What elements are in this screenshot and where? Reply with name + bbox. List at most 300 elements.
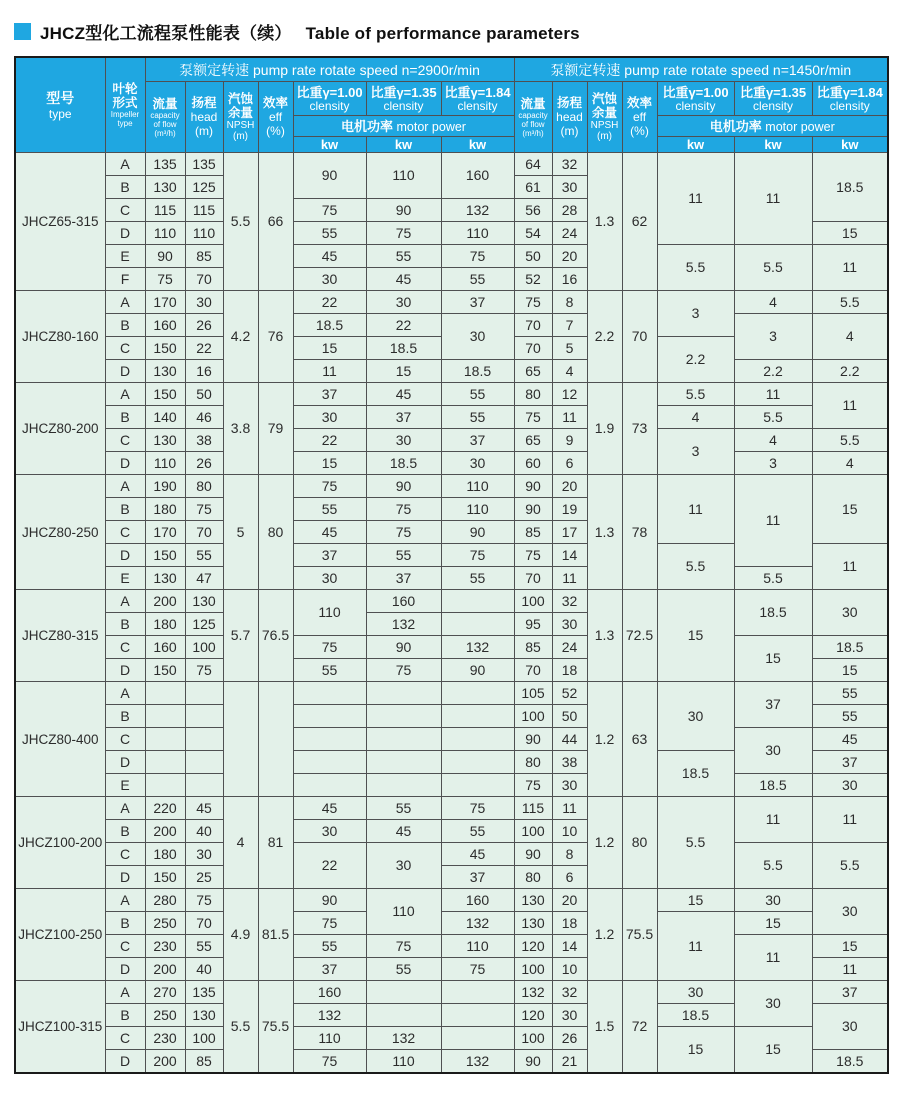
- power-cell: 75: [366, 521, 441, 544]
- power-cell: [366, 705, 441, 728]
- power-cell: 11: [734, 475, 812, 567]
- power-cell: [293, 751, 366, 774]
- power-cell: [441, 705, 514, 728]
- power-cell: 132: [441, 199, 514, 222]
- power-cell: 75: [441, 245, 514, 268]
- power-cell: 15: [366, 360, 441, 383]
- head-cell: 12: [552, 383, 587, 406]
- head-cell: 125: [185, 176, 223, 199]
- npsh-cell: 5.7: [223, 590, 258, 682]
- flow-cell: 150: [145, 659, 185, 682]
- flow-cell: 100: [514, 958, 552, 981]
- impeller-cell: E: [105, 245, 145, 268]
- impeller-cell: A: [105, 981, 145, 1004]
- head-cell: 30: [185, 291, 223, 314]
- power-cell: 30: [293, 820, 366, 843]
- power-cell: 15: [734, 912, 812, 935]
- eff-cell: 78: [622, 475, 657, 590]
- head-cell: 70: [185, 521, 223, 544]
- eff-cell: 76.5: [258, 590, 293, 682]
- impeller-cell: B: [105, 1004, 145, 1027]
- table-row: [15, 429, 888, 452]
- impeller-cell: B: [105, 820, 145, 843]
- power-cell: 75: [366, 222, 441, 245]
- head-cell: 16: [185, 360, 223, 383]
- power-cell: 75: [293, 1050, 366, 1074]
- power-cell: 55: [293, 498, 366, 521]
- power-cell: 5.5: [734, 406, 812, 429]
- head-cell: [185, 728, 223, 751]
- power-cell: 30: [812, 590, 888, 636]
- power-cell: 4: [657, 406, 734, 429]
- power-cell: 55: [366, 245, 441, 268]
- power-cell: [441, 728, 514, 751]
- flow-cell: 220: [145, 797, 185, 820]
- npsh-cell: 1.3: [587, 475, 622, 590]
- model-cell: JHCZ80-250: [15, 475, 105, 590]
- flow-cell: 130: [145, 567, 185, 590]
- flow-cell: 80: [514, 383, 552, 406]
- power-cell: 11: [657, 912, 734, 981]
- eff-cell: 75.5: [622, 889, 657, 981]
- flow-cell: 140: [145, 406, 185, 429]
- model-cell: JHCZ100-250: [15, 889, 105, 981]
- model-cell: JHCZ80-400: [15, 682, 105, 797]
- head-cell: 30: [552, 176, 587, 199]
- head-cell: 50: [552, 705, 587, 728]
- flow-cell: 61: [514, 176, 552, 199]
- power-cell: 37: [366, 406, 441, 429]
- power-cell: 132: [441, 636, 514, 659]
- col-density-2900-2: 比重γ=1.84 clensity: [441, 82, 514, 116]
- head-cell: 7: [552, 314, 587, 337]
- power-cell: [441, 751, 514, 774]
- table-row: [15, 567, 888, 590]
- npsh-cell: 1.9: [587, 383, 622, 475]
- power-cell: 110: [293, 590, 366, 636]
- flow-cell: 130: [514, 912, 552, 935]
- power-cell: 11: [812, 544, 888, 590]
- table-row: [15, 1027, 888, 1050]
- head-cell: [185, 751, 223, 774]
- eff-cell: 62: [622, 153, 657, 291]
- eff-cell: 80: [622, 797, 657, 889]
- head-cell: 10: [552, 820, 587, 843]
- power-cell: 11: [657, 153, 734, 245]
- head-cell: 11: [552, 797, 587, 820]
- npsh-cell: 1.5: [587, 981, 622, 1074]
- npsh-cell: 1.2: [587, 682, 622, 797]
- power-cell: 30: [441, 314, 514, 360]
- head-cell: 75: [185, 498, 223, 521]
- power-cell: 15: [657, 590, 734, 682]
- npsh-cell: 1.2: [587, 797, 622, 889]
- power-cell: 37: [441, 866, 514, 889]
- power-cell: 18.5: [812, 153, 888, 222]
- power-cell: 4: [812, 314, 888, 360]
- power-cell: 55: [441, 383, 514, 406]
- kw-header-1: kw: [366, 137, 441, 153]
- power-cell: 11: [657, 475, 734, 544]
- power-cell: [366, 751, 441, 774]
- power-cell: 110: [441, 222, 514, 245]
- head-cell: 24: [552, 222, 587, 245]
- impeller-cell: A: [105, 889, 145, 912]
- power-cell: 18.5: [812, 636, 888, 659]
- flow-cell: 130: [145, 360, 185, 383]
- table-row: [15, 406, 888, 429]
- flow-cell: 160: [145, 636, 185, 659]
- power-cell: 75: [366, 935, 441, 958]
- npsh-cell: 4.2: [223, 291, 258, 383]
- power-cell: 75: [441, 544, 514, 567]
- table-row: [15, 889, 888, 912]
- flow-cell: 105: [514, 682, 552, 705]
- power-cell: 3: [734, 452, 812, 475]
- flow-cell: 150: [145, 544, 185, 567]
- model-cell: JHCZ100-315: [15, 981, 105, 1074]
- kw-header-3: kw: [657, 137, 734, 153]
- model-cell: JHCZ100-200: [15, 797, 105, 889]
- head-cell: 115: [185, 199, 223, 222]
- power-cell: 132: [441, 912, 514, 935]
- impeller-cell: C: [105, 429, 145, 452]
- flow-cell: 280: [145, 889, 185, 912]
- table-row: [15, 590, 888, 613]
- head-cell: 5: [552, 337, 587, 360]
- flow-cell: 80: [514, 751, 552, 774]
- head-cell: [185, 774, 223, 797]
- head-cell: 130: [185, 1004, 223, 1027]
- flow-cell: 90: [145, 245, 185, 268]
- power-cell: 37: [812, 981, 888, 1004]
- power-cell: 110: [441, 498, 514, 521]
- power-cell: 160: [441, 153, 514, 199]
- npsh-cell: 5.5: [223, 153, 258, 291]
- power-cell: [293, 682, 366, 705]
- head-cell: 135: [185, 153, 223, 176]
- power-cell: 110: [366, 889, 441, 935]
- table-row: [15, 383, 888, 406]
- head-cell: 135: [185, 981, 223, 1004]
- flow-cell: 90: [514, 475, 552, 498]
- power-cell: 30: [293, 268, 366, 291]
- flow-cell: 85: [514, 636, 552, 659]
- speed-header-2900: 泵额定转速 pump rate rotate speed n=2900r/min: [145, 57, 514, 82]
- power-cell: 4: [734, 291, 812, 314]
- power-cell: 55: [441, 268, 514, 291]
- flow-cell: 90: [514, 728, 552, 751]
- flow-cell: 180: [145, 613, 185, 636]
- power-cell: 11: [734, 935, 812, 981]
- power-cell: 3: [657, 429, 734, 475]
- impeller-cell: C: [105, 636, 145, 659]
- flow-cell: 64: [514, 153, 552, 176]
- head-cell: 28: [552, 199, 587, 222]
- power-cell: 11: [734, 797, 812, 843]
- head-cell: [185, 682, 223, 705]
- head-cell: 130: [185, 590, 223, 613]
- page-title: [40, 19, 580, 44]
- head-cell: 11: [552, 567, 587, 590]
- power-cell: 15: [657, 1027, 734, 1074]
- power-cell: 11: [812, 383, 888, 429]
- eff-cell: 79: [258, 383, 293, 475]
- power-cell: 5.5: [812, 291, 888, 314]
- eff-cell: 81.5: [258, 889, 293, 981]
- power-cell: 18.5: [657, 751, 734, 797]
- impeller-cell: B: [105, 498, 145, 521]
- power-cell: 15: [812, 659, 888, 682]
- flow-cell: 75: [514, 406, 552, 429]
- power-cell: 2.2: [812, 360, 888, 383]
- impeller-cell: D: [105, 659, 145, 682]
- head-cell: 19: [552, 498, 587, 521]
- power-cell: 5.5: [657, 245, 734, 291]
- flow-cell: 230: [145, 1027, 185, 1050]
- power-cell: 18.5: [734, 774, 812, 797]
- flow-cell: 160: [145, 314, 185, 337]
- flow-cell: 50: [514, 245, 552, 268]
- flow-cell: 75: [145, 268, 185, 291]
- table-row: [15, 452, 888, 475]
- npsh-cell: 1.3: [587, 590, 622, 682]
- power-cell: 5.5: [812, 429, 888, 452]
- impeller-cell: B: [105, 406, 145, 429]
- flow-cell: 75: [514, 774, 552, 797]
- head-cell: 30: [552, 1004, 587, 1027]
- head-cell: 75: [185, 659, 223, 682]
- power-cell: 5.5: [657, 383, 734, 406]
- power-cell: 18.5: [812, 1050, 888, 1074]
- head-cell: 110: [185, 222, 223, 245]
- power-cell: 55: [366, 958, 441, 981]
- power-cell: 5.5: [734, 245, 812, 291]
- performance-table: [14, 56, 889, 1074]
- power-cell: 5.5: [734, 567, 812, 590]
- flow-cell: 150: [145, 866, 185, 889]
- eff-cell: 63: [622, 682, 657, 797]
- table-row: [15, 797, 888, 820]
- flow-cell: 120: [514, 1004, 552, 1027]
- flow-cell: [145, 774, 185, 797]
- head-cell: 30: [185, 843, 223, 866]
- head-cell: 46: [185, 406, 223, 429]
- col-density-2900-1: 比重γ=1.35 clensity: [366, 82, 441, 116]
- head-cell: 55: [185, 935, 223, 958]
- kw-header-2: kw: [441, 137, 514, 153]
- col-head-2900: 扬程 head (m): [185, 82, 223, 153]
- power-cell: 55: [441, 820, 514, 843]
- power-cell: 110: [366, 1050, 441, 1074]
- power-cell: 160: [441, 889, 514, 912]
- flow-cell: 115: [145, 199, 185, 222]
- power-cell: 55: [366, 797, 441, 820]
- head-cell: 30: [552, 613, 587, 636]
- flow-cell: 230: [145, 935, 185, 958]
- flow-cell: [145, 705, 185, 728]
- power-cell: 45: [441, 843, 514, 866]
- npsh-cell: 3.8: [223, 383, 258, 475]
- power-cell: 30: [812, 774, 888, 797]
- col-impeller: 叶轮 形式 Impeller type: [105, 57, 145, 153]
- head-cell: 70: [185, 268, 223, 291]
- flow-cell: 70: [514, 314, 552, 337]
- head-cell: 32: [552, 590, 587, 613]
- power-cell: 30: [293, 567, 366, 590]
- col-density-1450-0: 比重γ=1.00 clensity: [657, 82, 734, 116]
- power-cell: 2.2: [734, 360, 812, 383]
- flow-cell: 150: [145, 337, 185, 360]
- head-cell: 14: [552, 935, 587, 958]
- power-cell: [441, 682, 514, 705]
- power-cell: 11: [734, 153, 812, 245]
- power-cell: 110: [293, 1027, 366, 1050]
- flow-cell: [145, 751, 185, 774]
- col-eff-2900: 效率 eff (%): [258, 82, 293, 153]
- power-cell: 15: [293, 452, 366, 475]
- impeller-cell: B: [105, 176, 145, 199]
- table-row: [15, 153, 888, 176]
- head-cell: 44: [552, 728, 587, 751]
- power-cell: 15: [734, 636, 812, 682]
- flow-cell: 75: [514, 544, 552, 567]
- power-cell: 110: [441, 475, 514, 498]
- impeller-cell: B: [105, 705, 145, 728]
- power-cell: 15: [812, 222, 888, 245]
- power-cell: 37: [293, 544, 366, 567]
- flow-cell: 135: [145, 153, 185, 176]
- impeller-cell: E: [105, 567, 145, 590]
- head-cell: 22: [185, 337, 223, 360]
- head-cell: 8: [552, 291, 587, 314]
- npsh-cell: 1.3: [587, 153, 622, 291]
- impeller-cell: D: [105, 222, 145, 245]
- flow-cell: 90: [514, 1050, 552, 1074]
- table-row: [15, 475, 888, 498]
- power-cell: 132: [293, 1004, 366, 1027]
- speed-header-1450: 泵额定转速 pump rate rotate speed n=1450r/min: [514, 57, 888, 82]
- table-row: [15, 981, 888, 1004]
- power-cell: 30: [734, 728, 812, 774]
- impeller-cell: C: [105, 337, 145, 360]
- col-model: 型号 type: [15, 57, 105, 153]
- power-cell: 45: [293, 797, 366, 820]
- head-cell: 45: [185, 797, 223, 820]
- power-cell: 75: [366, 498, 441, 521]
- page-title-zh: JHCZ型化工流程泵性能表（续）: [40, 24, 292, 43]
- head-cell: 10: [552, 958, 587, 981]
- power-cell: 18.5: [366, 452, 441, 475]
- npsh-cell: 2.2: [587, 291, 622, 383]
- head-cell: 125: [185, 613, 223, 636]
- power-cell: 110: [441, 935, 514, 958]
- title-bullet-square: [14, 23, 31, 40]
- head-cell: 6: [552, 866, 587, 889]
- power-cell: 45: [293, 521, 366, 544]
- head-cell: 70: [185, 912, 223, 935]
- power-cell: 90: [366, 199, 441, 222]
- eff-cell: 81: [258, 797, 293, 889]
- power-cell: 30: [366, 843, 441, 889]
- table-row: [15, 291, 888, 314]
- col-flow-2900: 流量 capacity of flow (m³/h): [145, 82, 185, 153]
- table-body: [15, 153, 888, 1074]
- power-cell: 3: [657, 291, 734, 337]
- head-cell: 6: [552, 452, 587, 475]
- power-cell: 30: [734, 889, 812, 912]
- head-cell: 24: [552, 636, 587, 659]
- flow-cell: 250: [145, 1004, 185, 1027]
- flow-cell: 130: [145, 429, 185, 452]
- flow-cell: 200: [145, 1050, 185, 1074]
- flow-cell: 180: [145, 843, 185, 866]
- flow-cell: 54: [514, 222, 552, 245]
- power-cell: 75: [441, 958, 514, 981]
- flow-cell: 250: [145, 912, 185, 935]
- col-head-1450: 扬程 head (m): [552, 82, 587, 153]
- flow-cell: 132: [514, 981, 552, 1004]
- head-cell: 38: [185, 429, 223, 452]
- head-cell: 11: [552, 406, 587, 429]
- head-cell: 32: [552, 153, 587, 176]
- power-cell: [366, 728, 441, 751]
- power-cell: 55: [293, 222, 366, 245]
- impeller-cell: C: [105, 843, 145, 866]
- power-cell: 22: [366, 314, 441, 337]
- head-cell: 26: [185, 452, 223, 475]
- power-cell: 90: [366, 475, 441, 498]
- power-cell: 75: [441, 797, 514, 820]
- power-cell: 132: [366, 613, 441, 636]
- power-cell: 37: [366, 567, 441, 590]
- flow-cell: 115: [514, 797, 552, 820]
- power-cell: 11: [812, 958, 888, 981]
- head-cell: 16: [552, 268, 587, 291]
- head-cell: 100: [185, 636, 223, 659]
- power-cell: 30: [657, 682, 734, 751]
- power-cell: 18.5: [441, 360, 514, 383]
- model-cell: JHCZ80-200: [15, 383, 105, 475]
- col-density-1450-2: 比重γ=1.84 clensity: [812, 82, 888, 116]
- head-cell: 20: [552, 245, 587, 268]
- impeller-cell: D: [105, 866, 145, 889]
- head-cell: 100: [185, 1027, 223, 1050]
- power-cell: 75: [293, 636, 366, 659]
- head-cell: 21: [552, 1050, 587, 1074]
- power-cell: 30: [812, 889, 888, 935]
- head-cell: 26: [185, 314, 223, 337]
- table-row: [15, 636, 888, 659]
- flow-cell: 100: [514, 1027, 552, 1050]
- power-cell: 132: [366, 1027, 441, 1050]
- flow-cell: [145, 728, 185, 751]
- power-cell: 30: [366, 291, 441, 314]
- flow-cell: 90: [514, 843, 552, 866]
- power-cell: [441, 613, 514, 636]
- flow-cell: 56: [514, 199, 552, 222]
- power-cell: 160: [293, 981, 366, 1004]
- npsh-cell: 5: [223, 475, 258, 590]
- power-cell: 30: [441, 452, 514, 475]
- table-row: [15, 774, 888, 797]
- power-cell: 90: [366, 636, 441, 659]
- power-cell: [293, 774, 366, 797]
- power-cell: 5.5: [812, 843, 888, 889]
- flow-cell: 52: [514, 268, 552, 291]
- flow-cell: 65: [514, 429, 552, 452]
- eff-cell: 80: [258, 475, 293, 590]
